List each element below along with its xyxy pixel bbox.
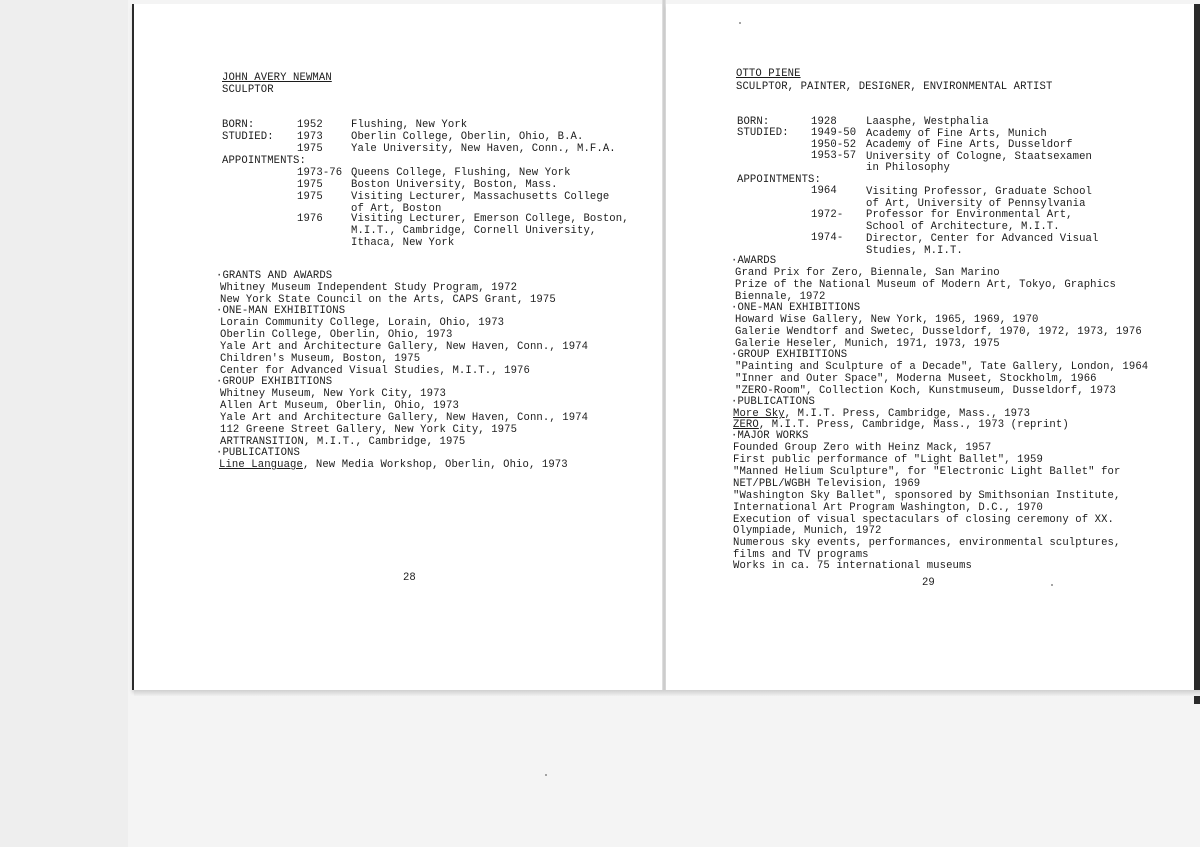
appointments-label: APPOINTMENTS:: [222, 155, 306, 167]
publication-details: , New Media Workshop, Oberlin, Ohio, 1973: [302, 459, 568, 471]
scan-speck: [1051, 584, 1053, 586]
publication-title: Line Language: [219, 459, 303, 471]
section-item: Works in ca. 75 international museums: [733, 560, 972, 572]
appointment-text: Director, Center for Advanced Visual: [866, 233, 1099, 245]
section-item: Biennale, 1972: [735, 291, 826, 303]
appointment-text: M.I.T., Cambridge, Cornell University,: [351, 225, 597, 237]
section-item: International Art Program Washington, D.C., 1970: [733, 502, 1043, 514]
section-heading: ·GROUP EXHIBITIONS: [216, 376, 333, 388]
scanner-margin: [0, 0, 128, 847]
section-item: "Washington Sky Ballet", sponsored by Smithsonian Institute,: [733, 490, 1121, 502]
section-item: New York State Council on the Arts, CAPS Grant, 1975: [220, 294, 556, 306]
section-item: Execution of visual spectaculars of closing ceremony of XX.: [733, 514, 1114, 526]
bio-label: STUDIED:: [222, 131, 274, 143]
publication-entry: [219, 459, 568, 471]
appointment-year: 1976: [297, 213, 323, 225]
section-item: Numerous sky events, performances, environmental sculptures,: [733, 537, 1121, 549]
publication-details: , M.I.T. Press, Cambridge, Mass., 1973 (reprint): [758, 419, 1069, 431]
appointment-year: 1973-76: [297, 167, 343, 179]
section-item: "ZERO-Room", Collection Koch, Kunstmuseum, Dusseldorf, 1973: [735, 385, 1116, 397]
appointment-year: 1972-: [811, 209, 844, 221]
bio-year: 1950-52: [811, 139, 857, 151]
bio-year: 1928: [811, 116, 837, 128]
bio-year: 1975: [297, 143, 323, 155]
section-heading: ·PUBLICATIONS: [216, 447, 300, 459]
appointment-text: School of Architecture, M.I.T.: [866, 221, 1060, 233]
section-heading: ·ONE-MAN EXHIBITIONS: [216, 305, 346, 317]
appointment-text: Professor for Environmental Art,: [866, 209, 1073, 221]
section-item: Galerie Heseler, Munich, 1971, 1973, 1975: [735, 338, 1000, 350]
section-item: films and TV programs: [733, 549, 869, 561]
section-item: NET/PBL/WGBH Television, 1969: [733, 478, 921, 490]
bio-year: 1949-50: [811, 127, 857, 139]
appointment-text: Visiting Lecturer, Emerson College, Boston,: [351, 213, 629, 225]
section-item: Allen Art Museum, Oberlin, Ohio, 1973: [220, 400, 459, 412]
section-heading: ·PUBLICATIONS: [731, 396, 815, 408]
section-item: Center for Advanced Visual Studies, M.I.T., 1976: [220, 365, 530, 377]
appointment-year: 1975: [297, 179, 323, 191]
section-item: "Painting and Sculpture of a Decade", Tate Gallery, London, 1964: [735, 361, 1149, 373]
section-item: Children's Museum, Boston, 1975: [220, 353, 421, 365]
appointment-year: 1974-: [811, 232, 844, 244]
appointment-year: 1964: [811, 185, 837, 197]
appointment-text: Visiting Professor, Graduate School: [866, 186, 1093, 198]
publication-details: , M.I.T. Press, Cambridge, Mass., 1973: [784, 408, 1031, 420]
section-item: Galerie Wendtorf and Swetec, Dusseldorf, 1970, 1972, 1973, 1976: [735, 326, 1142, 338]
scan-speck: [739, 22, 741, 24]
section-item: Grand Prix for Zero, Biennale, San Marino: [735, 267, 1000, 279]
section-heading: ·MAJOR WORKS: [731, 430, 809, 442]
section-item: Whitney Museum, New York City, 1973: [220, 388, 447, 400]
page-number: 28: [403, 572, 416, 584]
section-heading: ·ONE-MAN EXHIBITIONS: [731, 302, 861, 314]
section-item: Olympiade, Munich, 1972: [733, 525, 882, 537]
page-number: 29: [922, 577, 935, 589]
bio-text: Laasphe, Westphalia: [866, 116, 989, 128]
bio-text: Academy of Fine Arts, Munich: [866, 128, 1047, 140]
appointment-text: Visiting Lecturer, Massachusetts College: [351, 191, 610, 203]
bio-text: Academy of Fine Arts, Dusseldorf: [866, 139, 1073, 151]
section-item: Prize of the National Museum of Modern Art, Tokyo, Graphics: [735, 279, 1116, 291]
bio-label: BORN:: [737, 116, 770, 128]
appointment-year: 1975: [297, 191, 323, 203]
scan-speck: [545, 774, 547, 776]
bio-label: STUDIED:: [737, 127, 789, 139]
section-heading: ·GROUP EXHIBITIONS: [731, 349, 848, 361]
bio-text: Yale University, New Haven, Conn., M.F.A.: [351, 143, 616, 155]
artist-name: OTTO PIENE: [736, 68, 801, 80]
bio-year: 1952: [297, 119, 323, 131]
publication-title: More Sky: [733, 408, 785, 420]
page-bottom-shadow: [134, 690, 1200, 696]
appointment-text: Boston University, Boston, Mass.: [351, 179, 558, 191]
bio-text: Flushing, New York: [351, 119, 468, 131]
section-item: Oberlin College, Oberlin, Ohio, 1973: [220, 329, 453, 341]
publication-title: ZERO: [733, 419, 759, 431]
appointment-text: Ithaca, New York: [351, 237, 455, 249]
bio-text: in Philosophy: [866, 162, 950, 174]
bio-year: 1973: [297, 131, 323, 143]
section-item: "Manned Helium Sculpture", for "Electronic Light Ballet" for: [733, 466, 1121, 478]
section-item: 112 Greene Street Gallery, New York City, 1975: [220, 424, 518, 436]
artist-name: JOHN AVERY NEWMAN: [222, 72, 332, 84]
section-item: "Inner and Outer Space", Moderna Museet, Stockholm, 1966: [735, 373, 1097, 385]
section-item: First public performance of "Light Ballet", 1959: [733, 454, 1043, 466]
appointment-text: of Art, Boston: [351, 203, 442, 215]
bio-label: BORN:: [222, 119, 255, 131]
bio-year: 1953-57: [811, 150, 857, 162]
bio-text: Oberlin College, Oberlin, Ohio, B.A.: [351, 131, 584, 143]
artist-profession: SCULPTOR: [222, 84, 274, 96]
appointment-text: Queens College, Flushing, New York: [351, 167, 571, 179]
appointment-text: of Art, University of Pennsylvania: [866, 198, 1086, 210]
bio-text: University of Cologne, Staatsexamen: [866, 151, 1093, 163]
section-heading: ·AWARDS: [731, 255, 777, 267]
section-item: Whitney Museum Independent Study Program, 1972: [220, 282, 518, 294]
section-item: Howard Wise Gallery, New York, 1965, 1969, 1970: [735, 314, 1039, 326]
appointment-text: Studies, M.I.T.: [866, 245, 963, 257]
section-item: Yale Art and Architecture Gallery, New Haven, Conn., 1974: [220, 341, 589, 353]
appointments-label: APPOINTMENTS:: [737, 174, 821, 186]
section-heading: ·GRANTS AND AWARDS: [216, 270, 333, 282]
artist-profession: SCULPTOR, PAINTER, DESIGNER, ENVIRONMENTAL ARTIST: [736, 81, 1053, 93]
section-item: Lorain Community College, Lorain, Ohio, 1973: [220, 317, 505, 329]
section-item: Founded Group Zero with Heinz Mack, 1957: [733, 442, 992, 454]
section-item: Yale Art and Architecture Gallery, New Haven, Conn., 1974: [220, 412, 589, 424]
section-item: ARTTRANSITION, M.I.T., Cambridge, 1975: [220, 436, 466, 448]
right-page-edge: [1194, 4, 1200, 704]
